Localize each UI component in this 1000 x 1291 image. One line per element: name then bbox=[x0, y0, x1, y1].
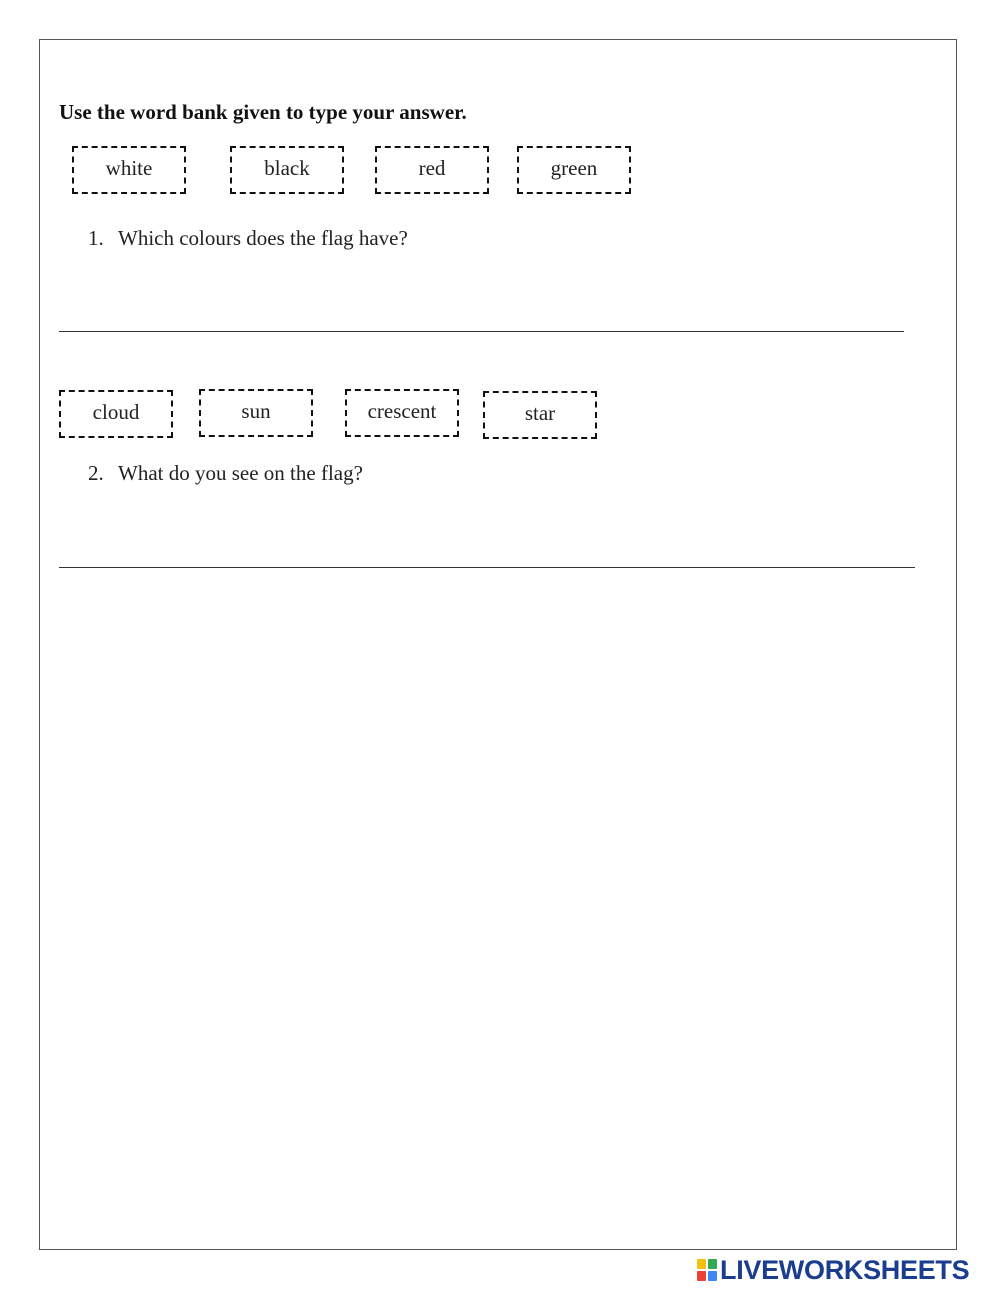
logo-square bbox=[708, 1271, 717, 1281]
word-label: sun bbox=[241, 399, 271, 423]
answer-line-2[interactable] bbox=[59, 567, 915, 568]
word-label: cloud bbox=[92, 400, 140, 424]
question-number: 2. bbox=[88, 461, 104, 485]
worksheet-page bbox=[39, 39, 957, 1250]
word-label: star bbox=[524, 401, 556, 425]
word-bank-item-star[interactable] bbox=[483, 391, 597, 439]
word-bank-item-white[interactable] bbox=[72, 146, 186, 194]
word-bank-item-sun[interactable] bbox=[199, 389, 313, 437]
word-label: red bbox=[418, 156, 446, 180]
word-bank-item-red[interactable] bbox=[375, 146, 489, 194]
question-number: 1. bbox=[88, 226, 104, 250]
liveworksheets-logo bbox=[697, 1256, 969, 1284]
logo-square bbox=[697, 1259, 706, 1269]
logo-text: LIVEWORKSHEETS bbox=[720, 1254, 970, 1285]
word-label: white bbox=[105, 156, 153, 180]
word-bank-item-black[interactable] bbox=[230, 146, 344, 194]
word-label: green bbox=[550, 156, 598, 180]
word-bank-item-green[interactable] bbox=[517, 146, 631, 194]
instruction-text: Use the word bank given to type your answer. bbox=[59, 100, 467, 124]
logo-square bbox=[697, 1271, 706, 1281]
word-bank-item-cloud[interactable] bbox=[59, 390, 173, 438]
question-1 bbox=[88, 226, 408, 251]
word-bank-item-crescent[interactable] bbox=[345, 389, 459, 437]
logo-square bbox=[708, 1259, 717, 1269]
word-label: black bbox=[264, 156, 310, 180]
word-label: crescent bbox=[367, 399, 437, 423]
question-2 bbox=[88, 461, 363, 486]
question-text: What do you see on the flag? bbox=[118, 461, 363, 485]
logo-mark-icon bbox=[697, 1259, 717, 1281]
answer-line-1[interactable] bbox=[59, 331, 904, 332]
question-text: Which colours does the flag have? bbox=[118, 226, 408, 250]
